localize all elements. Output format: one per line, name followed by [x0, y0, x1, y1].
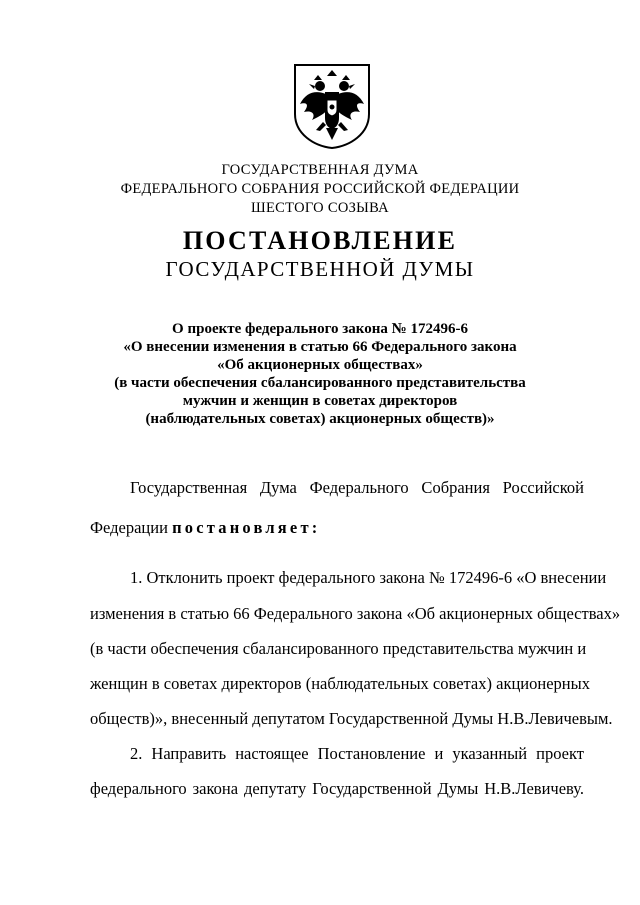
preamble-federation: Федерации — [90, 518, 168, 537]
subject-line: «Об акционерных обществах» — [217, 357, 423, 373]
subject-line: «О внесении изменения в статью 66 Федерального закона — [123, 339, 517, 355]
clause-line: женщин в советах директоров (наблюдательных советах) акционерных — [90, 674, 590, 693]
clause-line: 1. Отклонить проект федерального закона № 172496-6 «О внесении — [130, 568, 607, 587]
subject-line: (наблюдательных советах) акционерных обществ)» — [145, 411, 495, 427]
clause-line: (в части обеспечения сбалансированного представительства мужчин и — [90, 639, 587, 658]
clause-line: обществ)», внесенный депутатом Государственной Думы Н.В.Левичевым. — [90, 709, 613, 728]
subject-line: О проекте федерального закона № 172496-6 — [172, 321, 468, 337]
resolves-keyword: постановляет: — [172, 518, 321, 537]
subject-line: мужчин и женщин в советах директоров — [182, 393, 458, 409]
header-line-assembly: ФЕДЕРАЛЬНОГО СОБРАНИЯ РОССИЙСКОЙ ФЕДЕРАЦИИ — [120, 181, 520, 197]
coat-of-arms-emblem — [292, 62, 372, 150]
double-headed-eagle-icon — [292, 62, 372, 150]
preamble-line: Государственная Дума Федерального Собрания Российской — [130, 478, 584, 497]
clause-line: 2. Направить настоящее Постановление и указанный проект — [130, 744, 584, 763]
clause-line: федерального закона депутату Государственной Думы Н.В.Левичеву. — [90, 779, 584, 798]
clause-line: изменения в статью 66 Федерального закона «Об акционерных обществах» — [90, 604, 621, 623]
header-line-duma: ГОСУДАРСТВЕННАЯ ДУМА — [221, 162, 419, 178]
subject-line: (в части обеспечения сбалансированного представительства — [114, 375, 526, 391]
preamble-line — [90, 518, 584, 538]
document-subtitle: ГОСУДАРСТВЕННОЙ ДУМЫ — [165, 257, 475, 281]
document-title: ПОСТАНОВЛЕНИЕ — [182, 226, 458, 255]
header-line-convocation: ШЕСТОГО СОЗЫВА — [251, 200, 389, 216]
